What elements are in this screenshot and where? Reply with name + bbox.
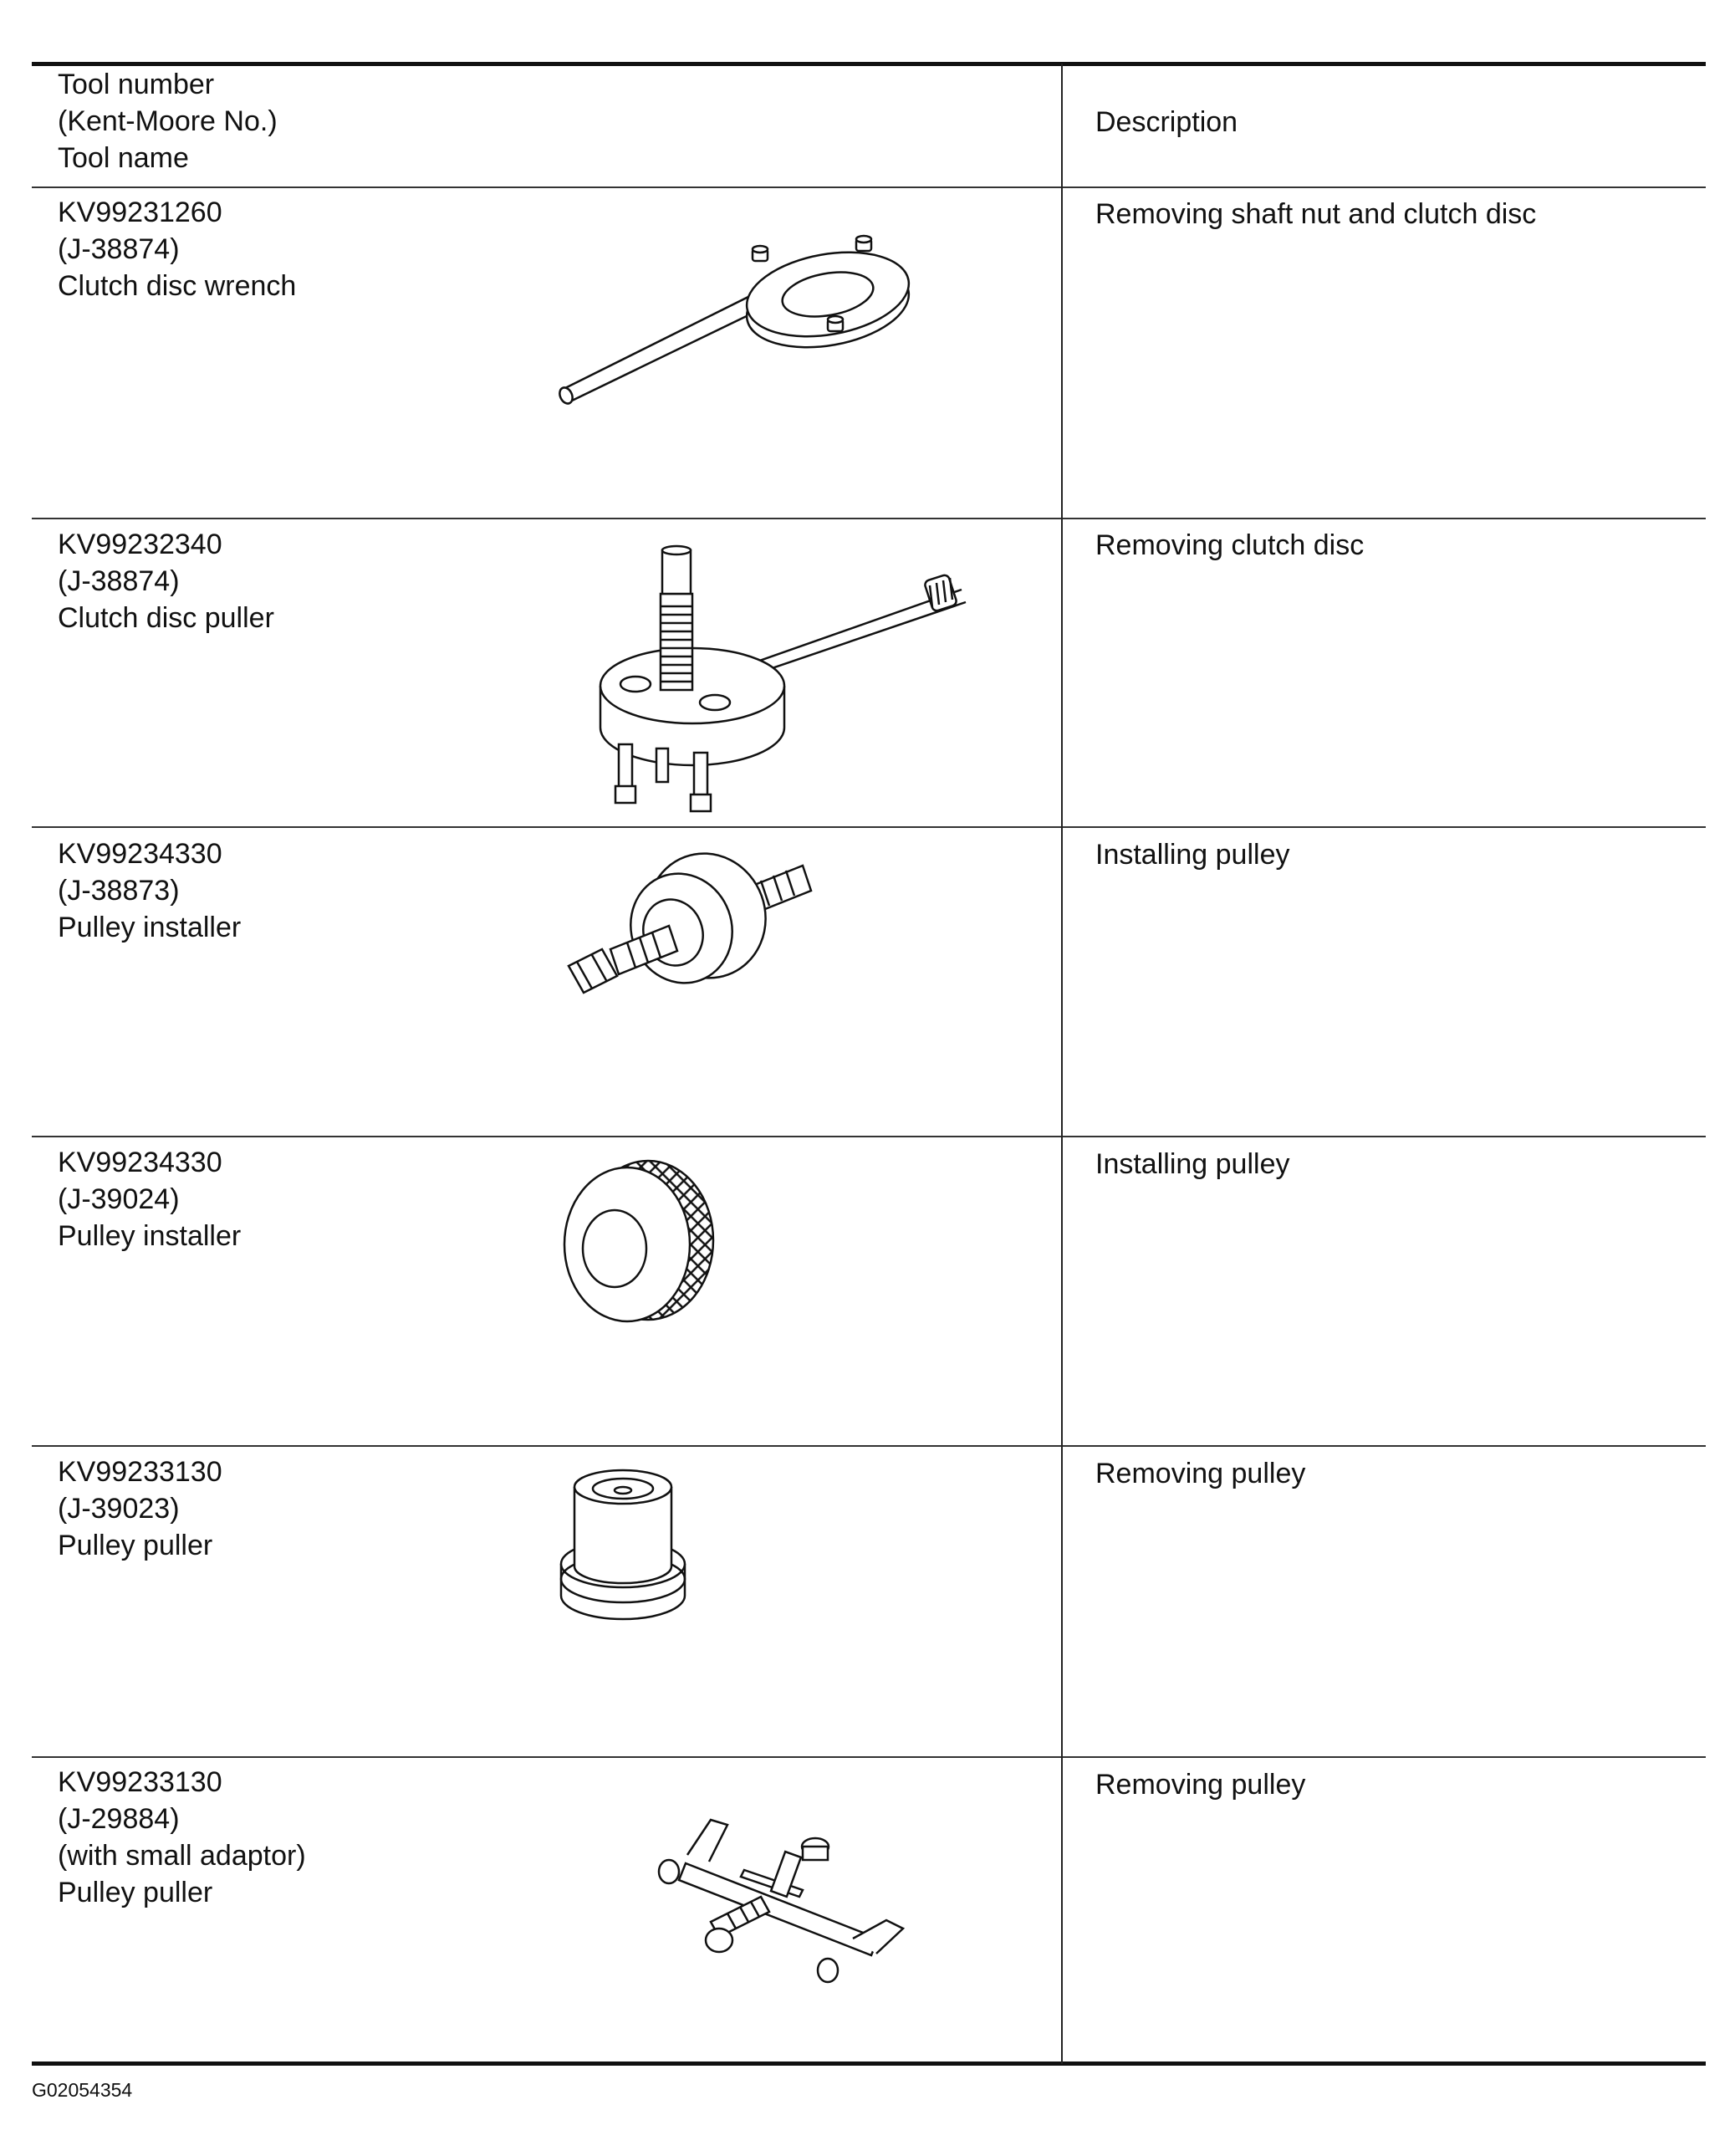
- header-tool-line: Tool name: [58, 142, 189, 174]
- row-divider: [32, 1756, 1706, 1758]
- row-2-description: Removing clutch disc: [1095, 529, 1365, 561]
- row-5-tool-info: [58, 1454, 222, 1564]
- tool-name: Pulley installer: [58, 912, 242, 943]
- pulley-puller-icon: [556, 1462, 690, 1629]
- kent-moore-number: (J-39024): [58, 1183, 180, 1215]
- adaptor-note: (with small adaptor): [58, 1840, 306, 1872]
- row-4-tool-info: [58, 1144, 241, 1254]
- kent-moore-number: (J-38874): [58, 233, 180, 265]
- tool-name: Pulley puller: [58, 1877, 213, 1908]
- kent-moore-number: (J-38873): [58, 875, 180, 907]
- tool-number: KV99233130: [58, 1456, 222, 1488]
- row-6-tool-info: [58, 1764, 306, 1911]
- kent-moore-number: (J-29884): [58, 1803, 180, 1835]
- header-tool-column: [58, 66, 278, 176]
- row-6-description: Removing pulley: [1095, 1769, 1306, 1801]
- table-top-rule: [32, 62, 1706, 66]
- header-divider: [32, 186, 1706, 188]
- tool-number: KV99234330: [58, 838, 222, 870]
- row-1-description: Removing shaft nut and clutch disc: [1095, 198, 1537, 230]
- kent-moore-number: (J-39023): [58, 1493, 180, 1525]
- row-3-description: Installing pulley: [1095, 839, 1290, 871]
- row-5-description: Removing pulley: [1095, 1458, 1306, 1489]
- column-divider: [1061, 64, 1063, 2064]
- row-1-tool-info: [58, 194, 296, 304]
- clutch-disc-wrench-icon: [552, 234, 911, 410]
- knurled-pulley-installer-icon: [556, 1152, 723, 1328]
- row-2-tool-info: [58, 526, 274, 636]
- header-tool-line: Tool number: [58, 69, 215, 100]
- tool-number: KV99232340: [58, 529, 222, 560]
- tool-number: KV99231260: [58, 197, 222, 228]
- row-divider: [32, 518, 1706, 519]
- row-divider: [32, 826, 1706, 828]
- row-divider: [32, 1445, 1706, 1447]
- kent-moore-number: (J-38874): [58, 565, 180, 597]
- clutch-disc-puller-icon: [594, 535, 995, 820]
- row-divider: [32, 1136, 1706, 1137]
- pulley-puller-adaptor-icon: [652, 1813, 920, 1989]
- tool-number: KV99233130: [58, 1766, 222, 1798]
- header-description: Description: [1095, 106, 1238, 138]
- pulley-installer-icon: [560, 849, 828, 999]
- tool-name: Clutch disc wrench: [58, 270, 297, 302]
- tool-name: Pulley installer: [58, 1220, 242, 1252]
- row-3-tool-info: [58, 835, 241, 946]
- row-4-description: Installing pulley: [1095, 1148, 1290, 1180]
- table-bottom-rule: [32, 2061, 1706, 2066]
- header-tool-line: (Kent-Moore No.): [58, 105, 278, 137]
- tool-name: Pulley puller: [58, 1530, 213, 1561]
- tool-number: KV99234330: [58, 1147, 222, 1178]
- figure-id: G02054354: [32, 2079, 133, 2101]
- tool-name: Clutch disc puller: [58, 602, 274, 634]
